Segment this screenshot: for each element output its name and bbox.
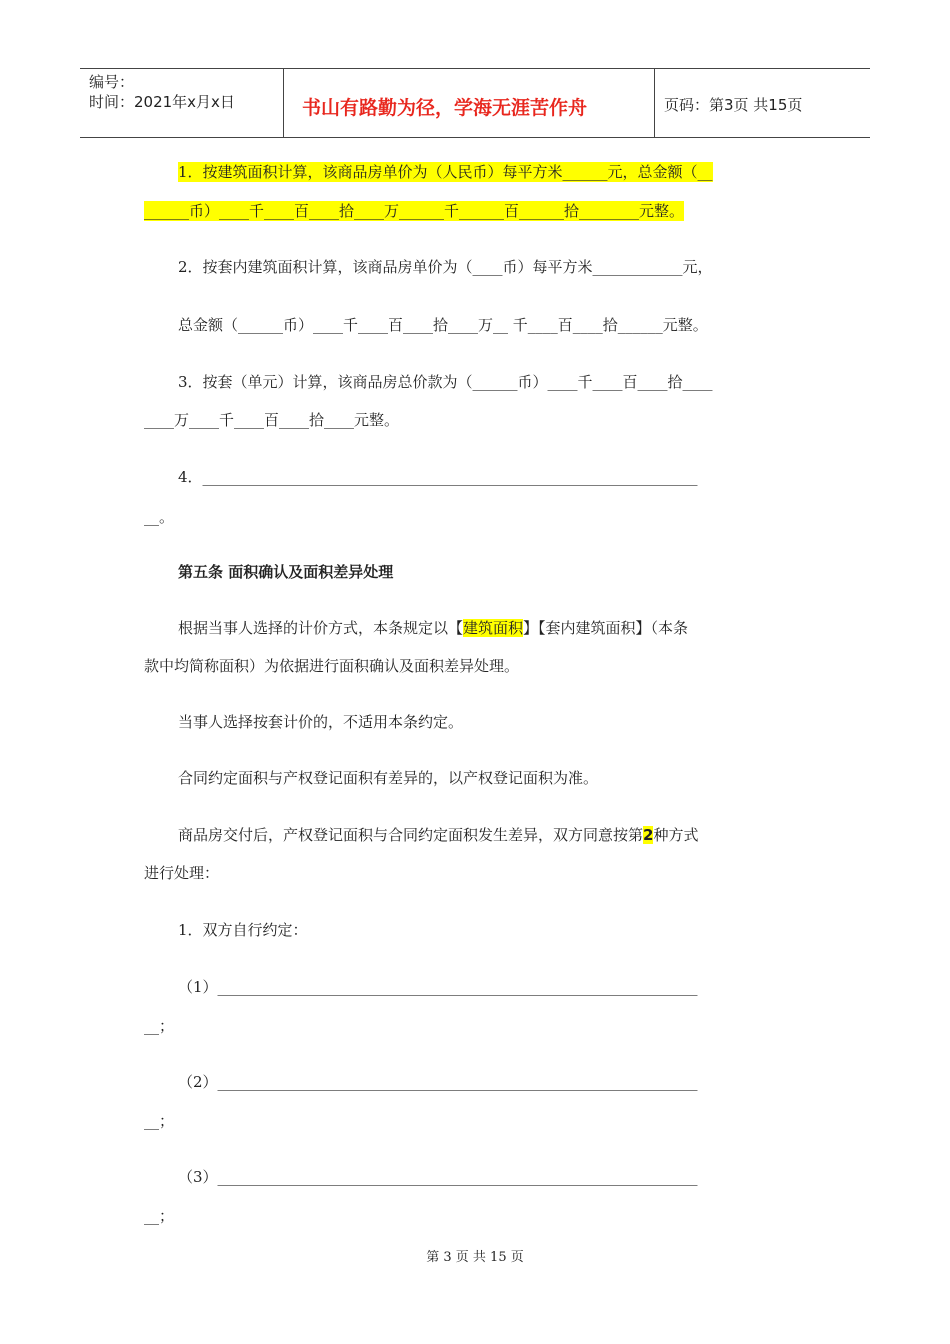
sub1-line2: __； bbox=[144, 1017, 175, 1035]
paragraph4-line2: 进行处理： bbox=[144, 864, 220, 882]
item2-line1: 2．按套内建筑面积计算，该商品房单价为（____币）每平方米____________元， bbox=[178, 258, 713, 276]
paragraph1-text-b: 】【套内建筑面积】（本条 bbox=[523, 619, 689, 637]
motto-text: 书山有路勤为径，学海无涯苦作舟 bbox=[302, 97, 588, 119]
sub2-line1: （2）________________________________________________________________ bbox=[178, 1073, 698, 1091]
paragraph1-line1 bbox=[178, 618, 688, 638]
page-info: 页码：第3页 共15页 bbox=[664, 96, 803, 114]
item4-line1: 4．__________________________________________________________________ bbox=[178, 468, 698, 486]
paragraph1-line2: 款中均简称面积）为依据进行面积确认及面积差异处理。 bbox=[144, 657, 520, 675]
page-footer: 第 3 页 共 15 页 bbox=[426, 1250, 524, 1265]
sub3-line2: __； bbox=[144, 1207, 175, 1225]
paragraph3: 合同约定面积与产权登记面积有差异的，以产权登记面积为准。 bbox=[178, 769, 599, 787]
item3-line1: 3．按套（单元）计算，该商品房总价款为（______币）____千____百____拾____ bbox=[178, 373, 713, 391]
item3-line2: ____万____千____百____拾____元整。 bbox=[144, 411, 400, 429]
item1-line2: ______币）____千____百____拾____万______千______百______拾________元整。 bbox=[144, 202, 685, 220]
article5-title: 第五条 面积确认及面积差异处理 bbox=[178, 563, 394, 581]
paragraph1-highlight: 建筑面积 bbox=[463, 619, 524, 637]
header-motto-cell bbox=[283, 69, 655, 137]
sub2-line2: __； bbox=[144, 1112, 175, 1130]
item2-line2: 总金额（______币）____千____百____拾____万__ 千____百____拾______元整。 bbox=[178, 316, 708, 334]
item4-line2: __。 bbox=[144, 508, 175, 526]
paragraph4-highlight: 2 bbox=[643, 826, 654, 844]
paragraph4-text-a: 商品房交付后，产权登记面积与合同约定面积发生差异，双方同意按第 bbox=[178, 826, 644, 844]
paragraph2: 当事人选择按套计价的，不适用本条约定。 bbox=[178, 713, 464, 731]
paragraph1-text-a: 根据当事人选择的计价方式，本条规定以【 bbox=[178, 619, 464, 637]
header-table bbox=[80, 68, 870, 138]
paragraph4-line1 bbox=[178, 825, 698, 845]
paragraph4-text-b: 种方式 bbox=[653, 826, 699, 844]
option1: 1．双方自行约定： bbox=[178, 921, 308, 939]
document-time: 时间：2021年x月x日 bbox=[89, 93, 235, 111]
header-page-cell bbox=[654, 69, 870, 137]
document-number: 编号： bbox=[89, 73, 135, 91]
item1-line1: 1．按建筑面积计算，该商品房单价为（人民币）每平方米______元，总金额（__ bbox=[178, 163, 713, 181]
header-meta-cell bbox=[80, 69, 284, 137]
sub1-line1: （1）________________________________________________________________ bbox=[178, 978, 698, 996]
sub3-line1: （3）________________________________________________________________ bbox=[178, 1168, 698, 1186]
